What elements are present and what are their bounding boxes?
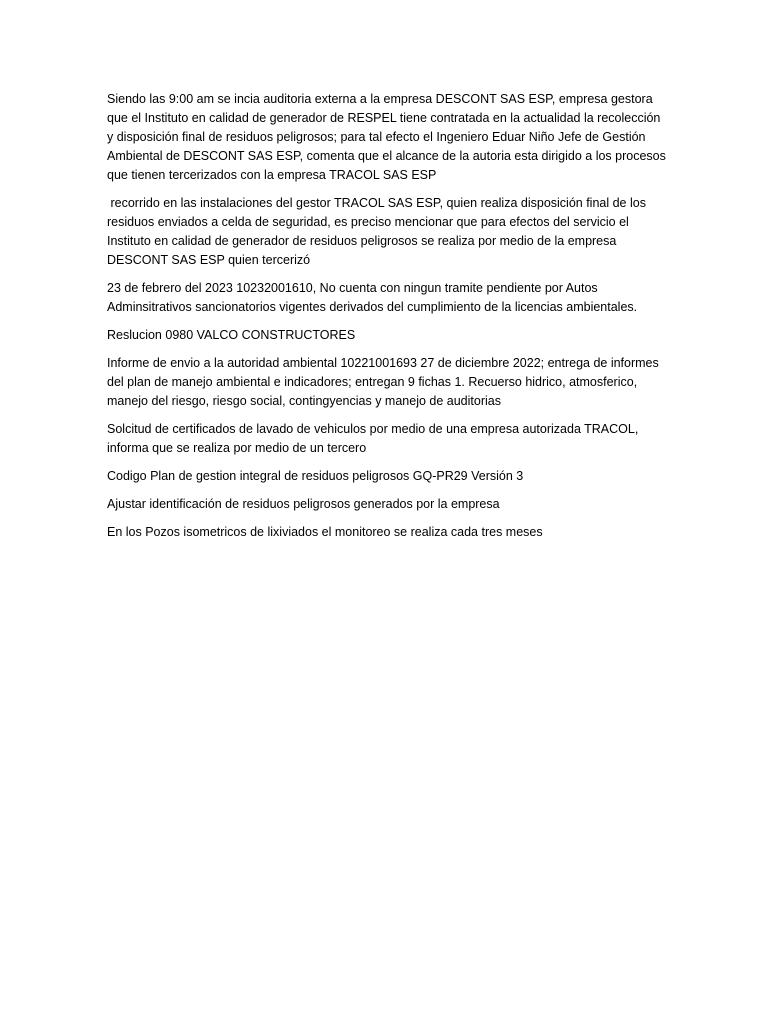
paragraph-certificates: Solcitud de certificados de lavado de vehiculos por medio de una empresa autorizada TRACOL, informa que se realiza por medio de un tercero — [107, 422, 642, 455]
paragraph-resolution: Reslucion 0980 VALCO CONSTRUCTORES — [107, 328, 356, 342]
paragraph-report: Informe de envio a la autoridad ambiental 10221001693 27 de diciembre 2022; entrega de informes del plan de manejo ambiental e indicadores; entregan 9 fichas 1. Recuerso hidrico, atmosferico, manejo del riesgo, riesgo social, contingyencias y manejo de auditorias — [107, 356, 663, 408]
paragraph-identification: Ajustar identificación de residuos peligrosos generados por la empresa — [107, 497, 500, 511]
paragraph-site-visit: recorrido en las instalaciones del gestor TRACOL SAS ESP, quien realiza disposición final de los residuos enviados a celda de seguridad, es preciso mencionar que para efectos del servicio el Instituto en calidad de generador de residuos peligrosos se realiza por medio de la empresa DESCONT SAS ESP quien tercerizó — [107, 196, 650, 267]
paragraph-plan-code: Codigo Plan de gestion integral de residuos peligrosos GQ-PR29 Versión 3 — [107, 469, 524, 483]
paragraph-monitoring: En los Pozos isometricos de lixiviados el monitoreo se realiza cada tres meses — [107, 525, 543, 539]
paragraph-date-status: 23 de febrero del 2023 10232001610, No cuenta con ningun tramite pendiente por Autos Adminsitrativos sancionatorios vigentes derivados del cumplimiento de la licencias ambientales. — [107, 281, 638, 314]
document-body — [107, 90, 670, 551]
paragraph-audit-start: Siendo las 9:00 am se incia auditoria externa a la empresa DESCONT SAS ESP, empresa gestora que el Instituto en calidad de generador de RESPEL tiene contratada en la actualidad la recolección y disposición final de residuos peligrosos; para tal efecto el Ingeniero Eduar Niño Jefe de Gestión Ambiental de DESCONT SAS ESP, comenta que el alcance de la autoria esta dirigido a los procesos que tienen tercerizados con la empresa TRACOL SAS ESP — [107, 92, 670, 182]
